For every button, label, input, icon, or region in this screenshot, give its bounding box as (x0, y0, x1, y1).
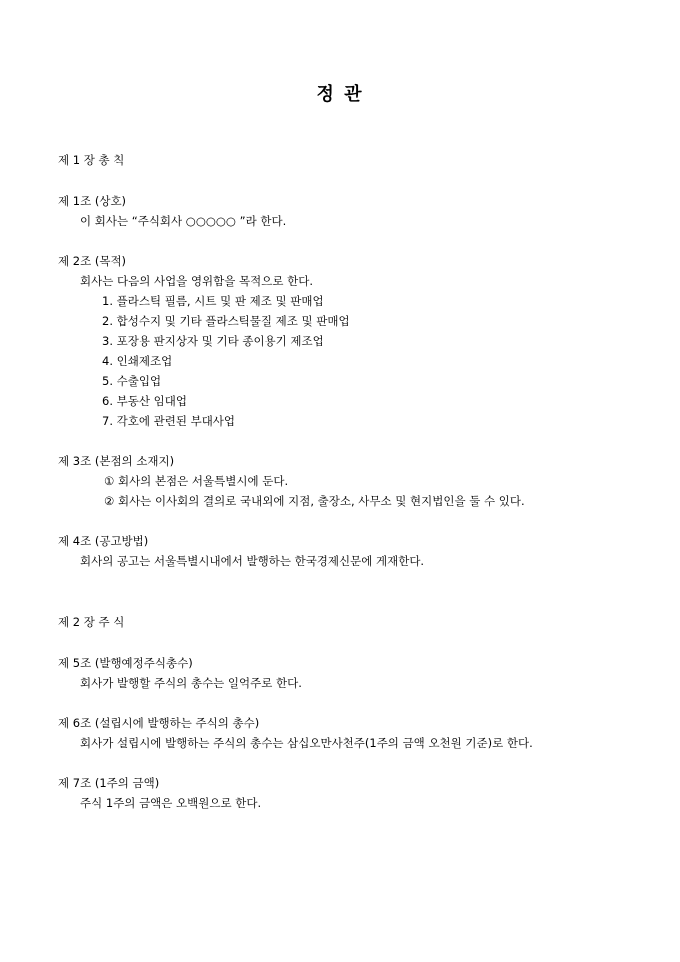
article-6-body: 회사가 설립시에 발행하는 주식의 총수는 삼십오만사천주(1주의 금액 오천원 기준)로 한다. (80, 736, 533, 750)
article-4-body: 회사의 공고는 서울특별시내에서 발행하는 한국경제신문에 게재한다. (80, 554, 425, 568)
article-2-item: 1. 플라스틱 필름, 시트 및 판 제조 및 판매업 (102, 294, 324, 308)
article-2-item: 4. 인쇄제조업 (102, 354, 173, 368)
article-2-item: 5. 수출입업 (102, 374, 162, 388)
article-2-body: 회사는 다음의 사업을 영위함을 목적으로 한다. (80, 274, 314, 288)
article-2-heading: 제 2조 (목적) (58, 254, 127, 268)
article-3-clause: ① 회사의 본점은 서울특별시에 둔다. (104, 474, 289, 488)
article-3-clause: ② 회사는 이사회의 결의로 국내외에 지점, 출장소, 사무소 및 현지법인을 둘 수 있다. (104, 494, 525, 508)
article-2-item: 3. 포장용 판지상자 및 기타 종이용기 제조업 (102, 334, 324, 348)
document-title: 정 관 (316, 84, 364, 105)
chapter-2-heading: 제 2 장 주 식 (58, 615, 125, 629)
chapter-1-heading: 제 1 장 총 칙 (58, 153, 125, 167)
article-4-heading: 제 4조 (공고방법) (58, 534, 149, 548)
article-2-item: 7. 각호에 관련된 부대사업 (102, 414, 236, 428)
article-5-heading: 제 5조 (발행예정주식총수) (58, 656, 193, 670)
article-1-body: 이 회사는 “주식회사 ○○○○○ ”라 한다. (80, 214, 287, 228)
article-5-body: 회사가 발행할 주식의 총수는 일억주로 한다. (80, 676, 302, 690)
article-1-heading: 제 1조 (상호) (58, 194, 127, 208)
article-7-heading: 제 7조 (1주의 금액) (58, 776, 160, 790)
article-2-item: 6. 부동산 임대업 (102, 394, 187, 408)
article-6-heading: 제 6조 (설립시에 발행하는 주식의 총수) (58, 716, 260, 730)
article-7-body: 주식 1주의 금액은 오백원으로 한다. (80, 796, 262, 810)
article-3-heading: 제 3조 (본점의 소재지) (58, 454, 175, 468)
article-2-item: 2. 합성수지 및 기타 플라스틱물질 제조 및 판매업 (102, 314, 350, 328)
